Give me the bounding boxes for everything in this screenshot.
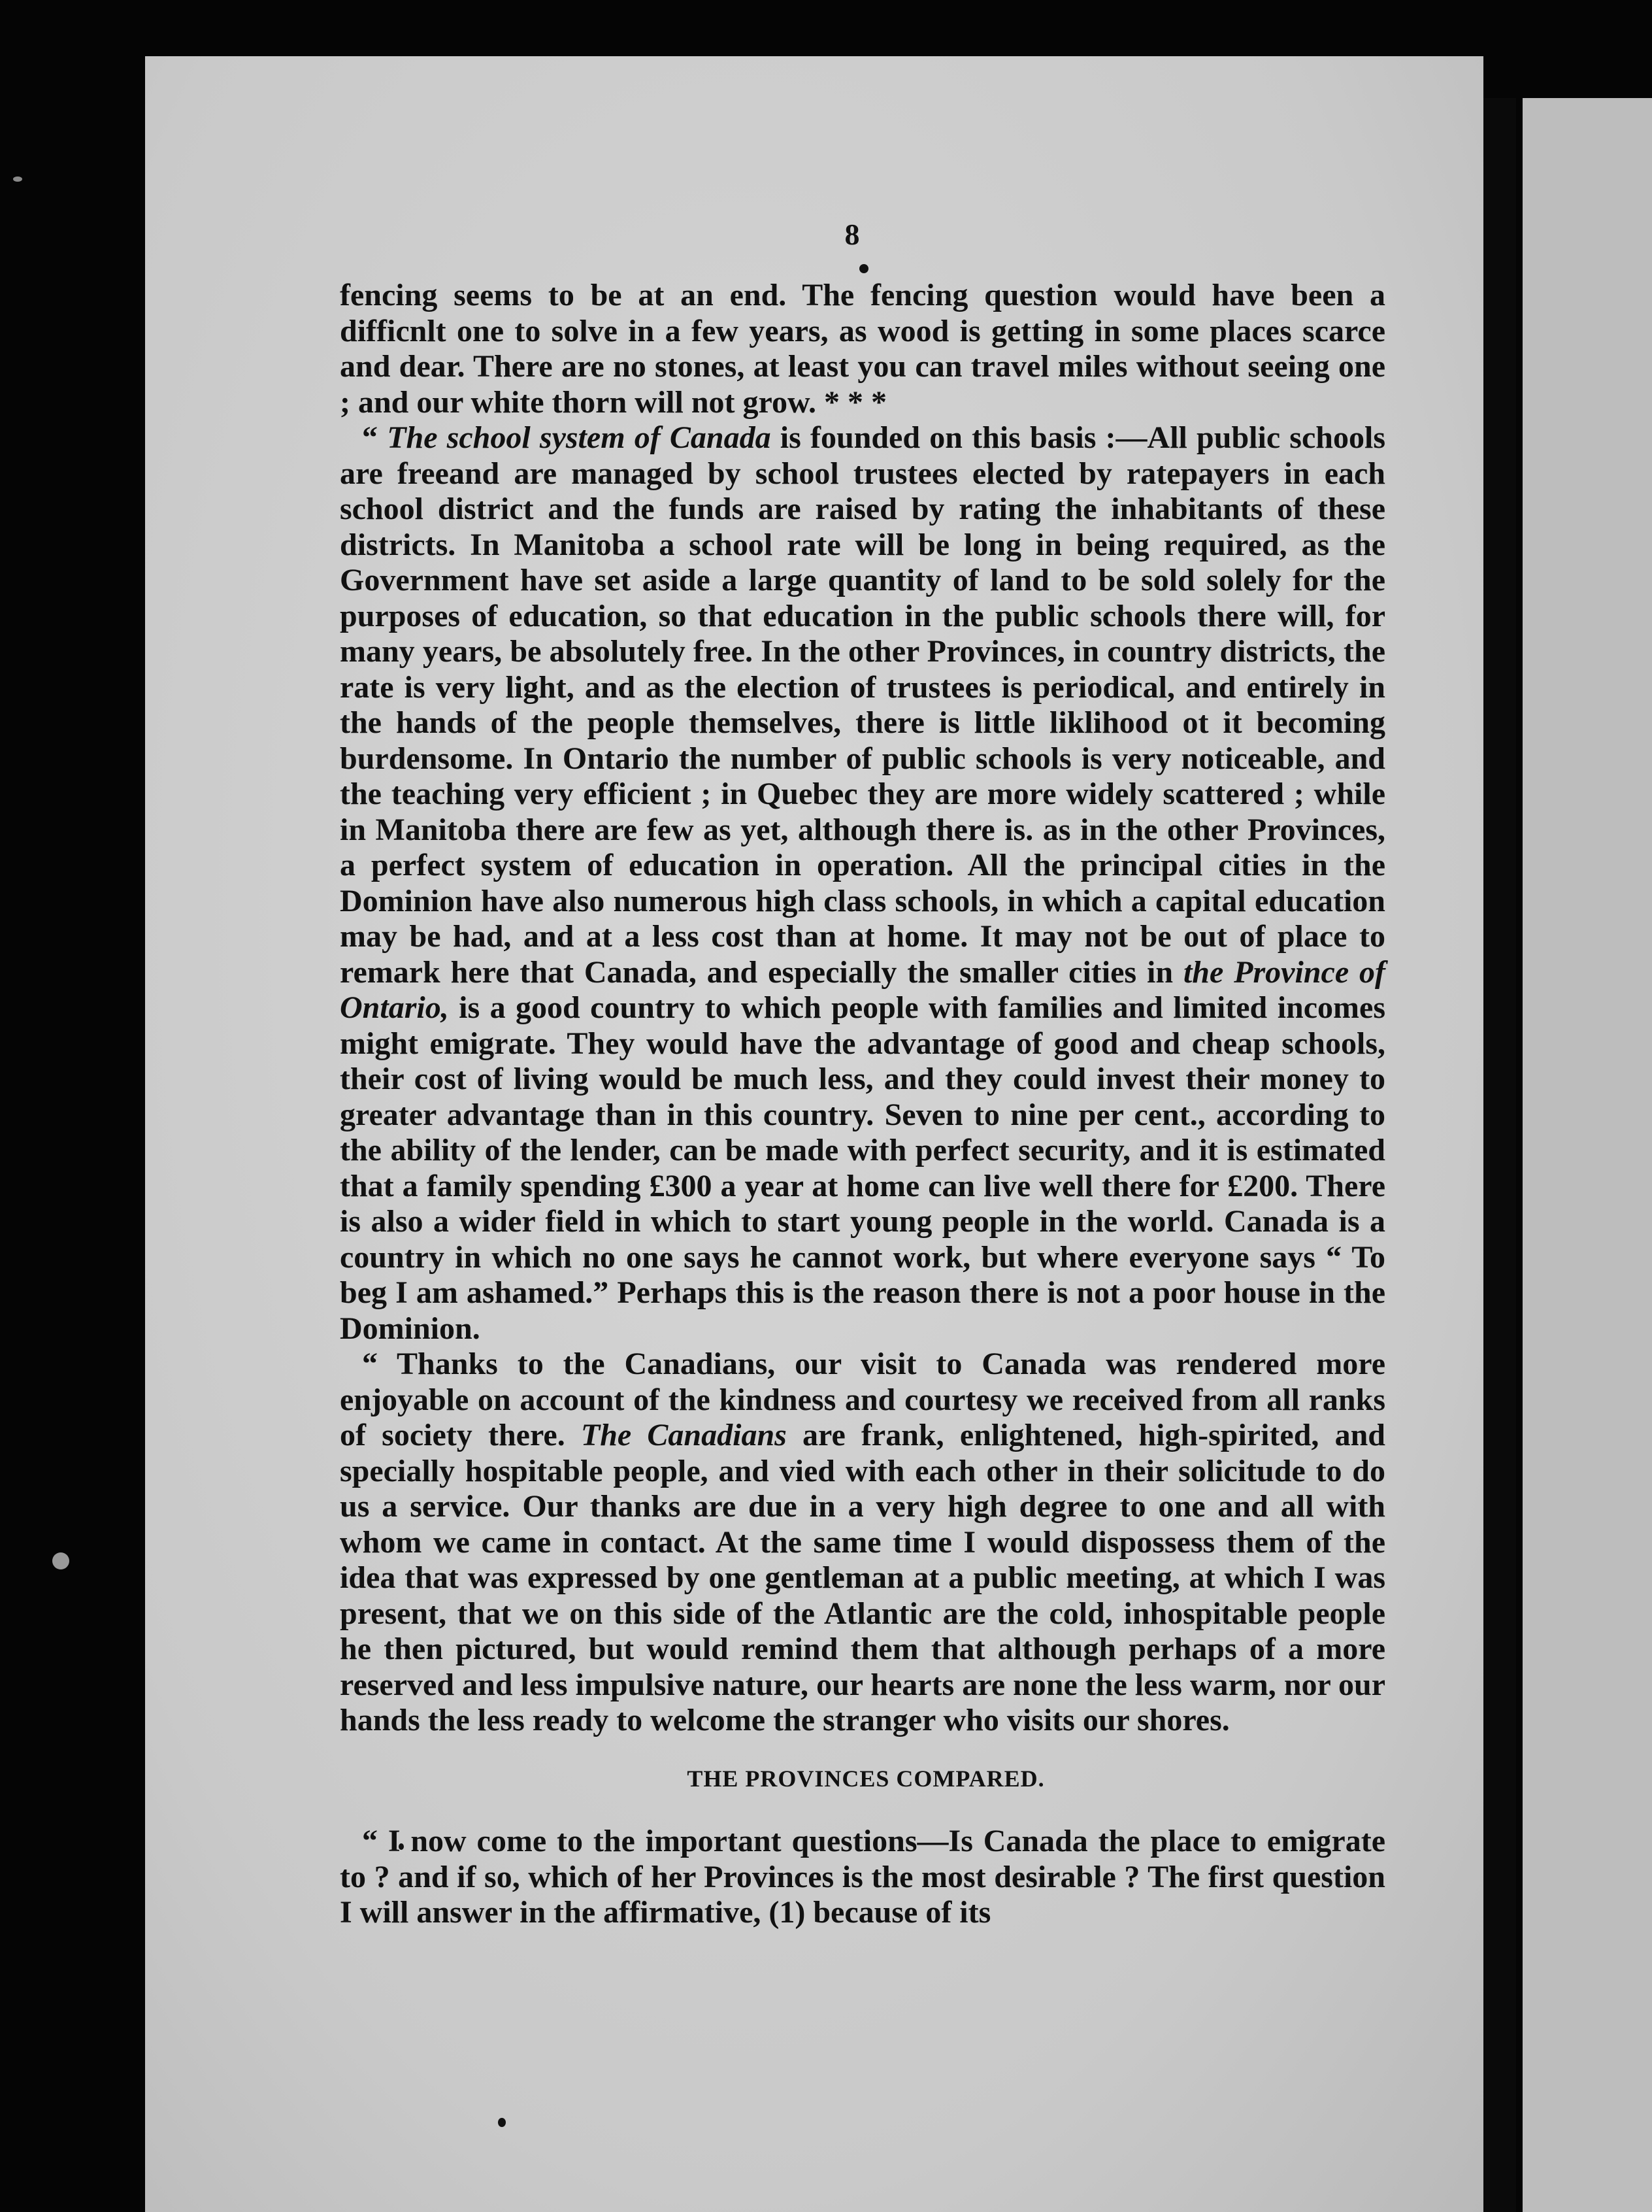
book-gutter xyxy=(1483,98,1516,2212)
text-segment: is a good country to which people with families and limited incomes might emigrate. They would have the advantage of good and cheap schools, their cost of living would be much less, and they could invest their money to greater advantage than in this country. Seven to nine per cent., according to the ability of the lender, can be made with perfect security, and it is estimated that a family spending £300 a year at home can live well there for £200. There is also a wider field in which to start young people in the world. Canada is a country in which no one says he cannot work, but where everyone says “ To beg I am ashamed.” Perhaps this is the reason there is not a poor house in the Dominion. xyxy=(340,990,1385,1346)
text-segment: fencing seems to be at an end. The fencing question would have been a difficnlt one to solve in a few years, as wood is getting in some places scarce and dear. There are no stones, at least you can travel miles without seeing one ; and our white thorn will not grow. * * * xyxy=(340,278,1385,420)
scan-speck xyxy=(52,1552,69,1569)
text-segment: are frank, enlightened, high-spirited, and specially hospitable people, and vied with each other in their solicitude to do us a service. Our thanks are due in a very high degree to one and all with whom we came in contact. At the same time I would dispossess them of the idea that was expressed by one gentleman at a public meeting, at which I was present, that we on this side of the Atlantic are the cold, inhospitable people he then pictured, but would remind them that although perhaps of a more reserved and less impulsive nature, our hearts are none the less warm, nor our hands the less ready to welcome the stranger who visits our shores. xyxy=(340,1418,1385,1737)
paragraph: “ I now come to the important questions—Is Canada the place to emigrate to ? and if so, which of her Provinces is the most desirable ? The first question I will answer in the affirmative, (1) because of its xyxy=(340,1824,1385,1930)
page-body-text xyxy=(340,278,1385,1931)
text-segment: is founded on this basis :—All public schools are freeand are managed by school trustees elected by ratepayers in each school district and the funds are raised by rating the inhabitants of these districts. In Manitoba a school rate will be long in being required, as the Government have set aside a large quantity of land to be sold solely for the purposes of education, so that education in the public schools there will, for many years, be absolutely free. In the other Provinces, in country districts, the rate is very light, and as the election of trustees is periodical, and entirely in the hands of the people themselves, there is little liklihood ot it becoming burdensome. In Ontario the number of public schools is very noticeable, and the teaching very efficient ; in Quebec they are more widely scattered ; while in Manitoba there are few as yet, although there is. as in the other Provinces, a perfect system of education in operation. All the principal cities in the Dominion have also numerous high class schools, in which a capital education may be had, and at a less cost than at home. It may not be out of place to remark here that Canada, and especially the smaller cities in xyxy=(340,420,1386,990)
section-heading: THE PROVINCES COMPARED. xyxy=(687,1765,1045,1792)
adjacent-page-edge xyxy=(1523,98,1652,2212)
paragraph xyxy=(340,278,1385,420)
italic-text-segment: The Canadians xyxy=(580,1418,787,1452)
paragraph xyxy=(340,420,1385,1347)
text-segment: “ Thanks to the Canadians, our visit to Canada was rendered more enjoyable on account of the kindness and courtesy we received from all ranks of society there. xyxy=(340,1347,1385,1452)
scan-speck xyxy=(859,264,868,273)
scan-speck xyxy=(498,2118,506,2127)
text-segment: “ xyxy=(362,420,388,455)
italic-text-segment: The school system of Canada xyxy=(387,420,771,455)
page-number: 8 xyxy=(844,218,860,251)
scan-speck xyxy=(13,176,22,182)
italic-text-segment: the Province of Ontario, xyxy=(340,954,1386,1025)
paragraph xyxy=(340,1347,1385,1739)
